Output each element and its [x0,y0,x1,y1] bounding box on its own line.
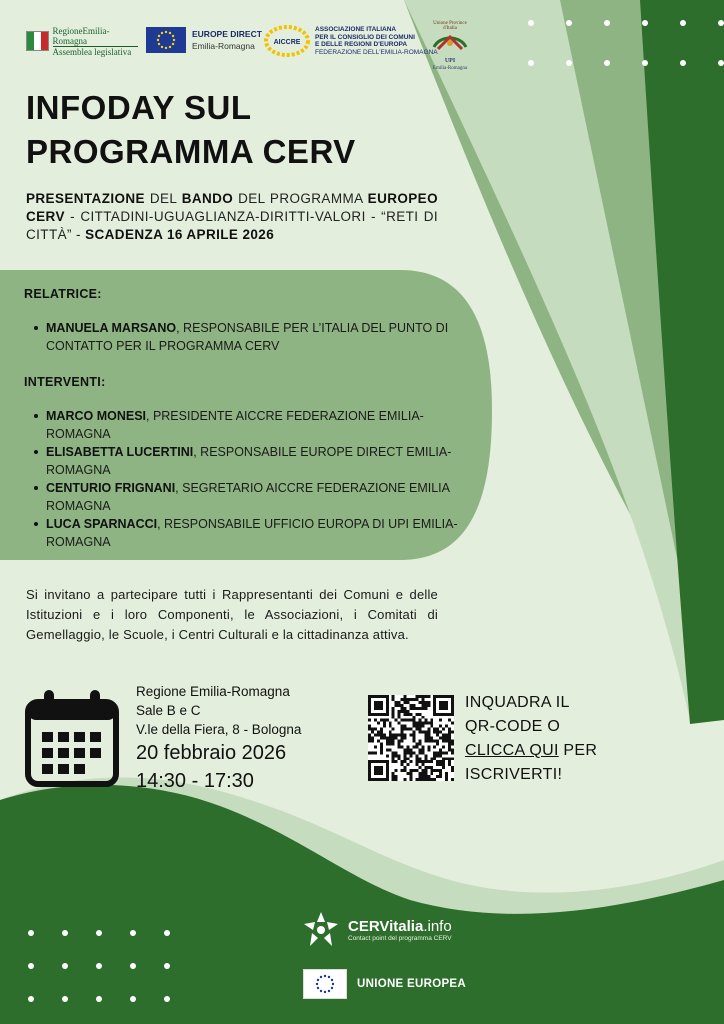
interventi-heading: INTERVENTI: [24,375,106,389]
upi-emblem-icon [430,31,470,53]
cerv-star-icon [300,910,342,950]
speaker-role: , PRESIDENTE AICCRE FEDERAZIONE EMILIA-ROMAGNA [46,409,424,441]
speaker-name: MANUELA MARSANO [46,321,177,335]
upi-sub: Emilia-Romagna [432,66,468,71]
speaker-role: , SEGRETARIO AICCRE FEDERAZIONE EMILIA ROMAGNA [46,481,450,513]
cerv-name: CERVitalia [348,917,424,935]
cta-after-link: PER [558,742,598,759]
aiccre-line2: PER IL CONSIGLIO DEI COMUNI [315,33,415,41]
logo-europe-direct [146,27,262,53]
speaker-role: , RESPONSABILE UFFICIO EUROPA DI UPI EMILIA-ROMAGNA [46,517,458,549]
aiccre-line4: FEDERAZIONE DELL'EMILIA-ROMAGNA [315,48,438,56]
registration-cta [465,691,625,787]
regione-flag-icon [26,31,49,51]
subtitle-text-1: DEL [144,191,182,206]
cta-line1: INQUADRA IL [465,694,570,711]
upi-name: UPI [444,58,456,64]
subtitle-text-3: - CITTADINI-UGUAGLIANZA-DIRITTI-VALORI - “RETI DI CITTÀ” - [26,209,438,242]
event-time: 14:30 - 17:30 [136,770,254,792]
speaker-name: LUCA SPARNACCI [46,517,158,531]
list-item [24,515,474,551]
list-item [24,443,474,479]
cta-line4: ISCRIVERTI! [465,766,563,783]
cta-line2: QR-CODE O [465,718,561,735]
eu-flag-icon [146,27,186,53]
dots-bottom-left [28,930,170,1002]
list-item [24,407,474,443]
venue-place: Regione Emilia-Romagna [136,684,290,699]
subtitle-text-2: DEL PROGRAMMA [233,191,368,206]
eu-flag-outline-icon [303,969,347,999]
dots-top-right [528,20,724,66]
venue-room: Sale B e C [136,703,201,718]
aiccre-stars-icon [264,24,310,58]
list-item [24,319,474,355]
list-item [24,479,474,515]
europe-direct-title: EUROPE DIRECT [192,29,262,39]
relatrice-list [24,319,474,355]
qr-code-icon [368,695,454,781]
regione-line1: RegioneEmilia-Romagna [52,25,110,46]
event-date: 20 febbraio 2026 [136,742,287,764]
subtitle-bold-2: BANDO [181,191,234,206]
speaker-role: , RESPONSABILE PER L’ITALIA DEL PUNTO DI CONTATTO PER IL PROGRAMMA CERV [46,321,449,353]
cerv-sub: Contact point del programma CERV [348,934,452,942]
cerv-tld: .info [423,917,452,935]
subtitle-bold-1: PRESENTAZIONE [26,191,145,206]
qr-code[interactable] [368,695,454,781]
subtitle-bold-4: SCADENZA 16 APRILE 2026 [85,227,275,242]
ue-label: UNIONE EUROPEA [357,978,466,990]
speaker-name: CENTURIO FRIGNANI [46,481,176,495]
title-line1: INFODAY SUL [26,89,252,126]
speaker-name: ELISABETTA LUCERTINI [46,445,194,459]
invite-text: Si invitano a partecipare tutti i Rappresentanti dei Comuni e delle Istituzioni e i loro Componenti, le Associazioni, i Comitati di Gemellaggio, le Scuole, i Centri Culturali e la cittadinanza attiva. [26,587,438,642]
aiccre-line3: E DELLE REGIONI D'EUROPA [315,41,408,48]
speakers-section [24,285,474,551]
page-title [26,86,446,174]
venue-address: V.le della Fiera, 8 - Bologna [136,722,302,737]
aiccre-line1: ASSOCIAZIONE ITALIANA [315,26,397,33]
speaker-name: MARCO MONESI [46,409,146,423]
regione-line2: Assemblea legislativa [53,46,138,57]
interventi-list [24,407,474,551]
subtitle-bold-3: EUROPEO CERV [26,191,438,224]
logo-cervitalia [300,910,452,950]
logo-regione-emilia-romagna [26,25,138,57]
subtitle [26,190,438,244]
aiccre-badge-text: AICCRE [273,39,301,46]
europe-direct-sub: Emilia-Romagna [192,41,255,51]
title-line2: PROGRAMMA CERV [26,133,356,170]
venue-info [136,682,356,795]
speaker-role: , RESPONSABILE EUROPE DIRECT EMILIA-ROMAGNA [46,445,452,477]
upi-top: Unione Province d'Italia [433,21,467,31]
logo-aiccre [264,24,438,58]
logo-unione-europea [303,969,466,999]
relatrice-heading: RELATRICE: [24,287,102,301]
logo-upi [428,21,472,72]
register-link[interactable]: CLICCA QUI [465,742,559,759]
calendar-icon [24,688,120,788]
